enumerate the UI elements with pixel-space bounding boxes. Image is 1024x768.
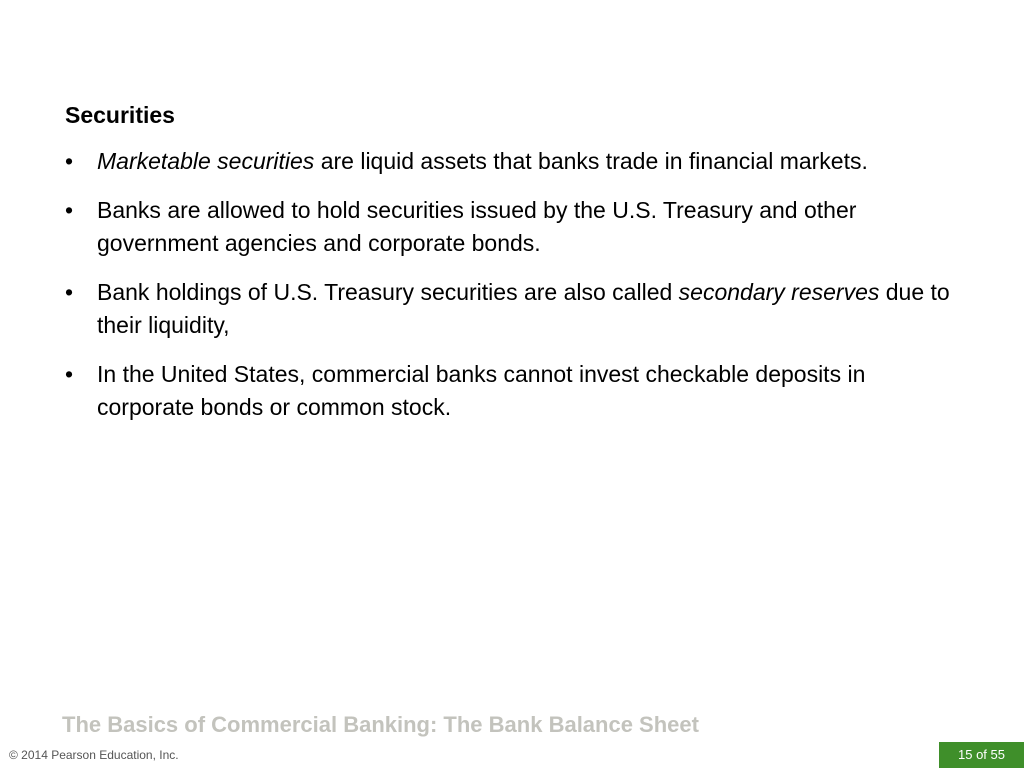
bullet-text-italic: secondary reserves <box>678 279 880 305</box>
bullet-marker: • <box>65 197 74 223</box>
bullet-item <box>65 358 965 424</box>
bullet-item <box>65 194 965 260</box>
footer-title: The Basics of Commercial Banking: The Bank Balance Sheet <box>62 712 699 737</box>
copyright-notice: © 2014 Pearson Education, Inc. <box>9 748 179 762</box>
bullet-list <box>65 145 965 440</box>
bullet-text: In the United States, commercial banks cannot invest checkable deposits in corporate bonds or common stock. <box>97 361 866 420</box>
page-number-badge: 15 of 55 <box>939 742 1024 768</box>
bullet-marker: • <box>65 148 74 174</box>
bullet-marker: • <box>65 279 74 305</box>
bullet-text: due to their liquidity, <box>97 279 950 338</box>
bullet-text-italic: Marketable securities <box>97 148 315 174</box>
bullet-text: Banks are allowed to hold securities issued by the U.S. Treasury and other government agencies and corporate bonds. <box>97 197 857 256</box>
bullet-item <box>65 276 965 342</box>
bullet-marker: • <box>65 361 74 387</box>
slide-heading: Securities <box>65 102 175 128</box>
bullet-item <box>65 145 965 178</box>
bullet-text: Bank holdings of U.S. Treasury securities are also called <box>97 279 679 305</box>
bullet-text: are liquid assets that banks trade in financial markets. <box>314 148 868 174</box>
